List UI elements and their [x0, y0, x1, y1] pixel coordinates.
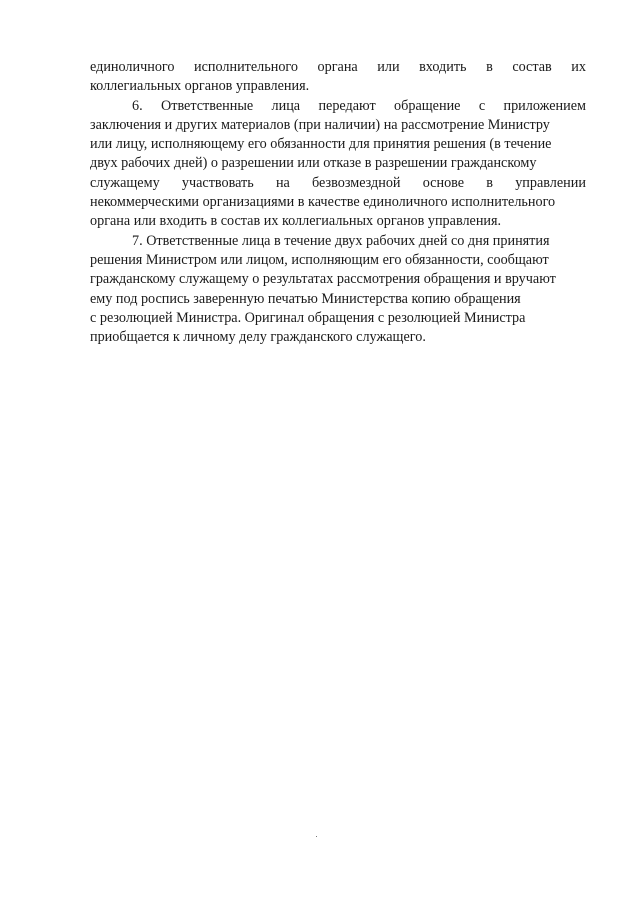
- word: на: [275, 174, 290, 191]
- word: лица: [271, 97, 301, 114]
- paragraph-7-line-2: решения Министром или лицом, исполняющим его обязанности, сообщают: [90, 251, 549, 268]
- word: входить: [419, 59, 467, 75]
- word: Ответственные: [161, 97, 254, 114]
- paragraph-6-line-6: некоммерческими организациями в качестве единоличного исполнительного: [90, 194, 556, 211]
- word: с: [478, 97, 486, 114]
- paragraph-6-line-2: заключения и других материалов (при наличии) на рассмотрение Министру: [90, 116, 550, 133]
- word: приложением: [503, 97, 586, 114]
- word: в: [486, 174, 493, 191]
- paragraph-7-line-1: 7. Ответственные лица в течение двух рабочих дней со дня принятия: [132, 232, 550, 249]
- paragraph-7-line-6: приобщается к личному делу гражданского служащего.: [90, 329, 426, 346]
- word: управлении: [515, 174, 586, 191]
- continuation-line-1: [90, 58, 586, 77]
- paragraph-6-line-1: [90, 97, 586, 116]
- word: служащему: [90, 174, 160, 191]
- continuation-line-2: коллегиальных органов управления.: [90, 78, 310, 95]
- paragraph-7-line-4: ему под роспись заверенную печатью Министерства копию обращения: [90, 290, 521, 307]
- document-body: [90, 58, 586, 347]
- word: 6.: [132, 97, 143, 114]
- word: основе: [422, 174, 465, 191]
- word: органа: [317, 59, 358, 75]
- paragraph-6-line-7: органа или входить в состав их коллегиальных органов управления.: [90, 213, 502, 230]
- word: обращение: [394, 97, 461, 114]
- word: безвозмездной: [312, 174, 401, 191]
- word: состав: [512, 59, 552, 75]
- paragraph-7-line-5: с резолюцией Министра. Оригинал обращения с резолюцией Министра: [90, 309, 526, 326]
- word: исполнительного: [194, 59, 298, 75]
- paragraph-6-line-5: [90, 174, 586, 193]
- paragraph-7-line-3: гражданскому служащему о результатах рассмотрения обращения и вручают: [90, 271, 556, 288]
- word: участвовать: [181, 174, 254, 191]
- word: в: [486, 59, 493, 75]
- paragraph-6-line-3: или лицу, исполняющему его обязанности для принятия решения (в течение: [90, 136, 552, 153]
- word: единоличного: [90, 59, 175, 75]
- word: или: [377, 59, 400, 75]
- scan-speck: [316, 836, 317, 837]
- paragraph-6-line-4: двух рабочих дней) о разрешении или отказе в разрешении гражданскому: [90, 155, 537, 172]
- word: передают: [318, 97, 376, 114]
- word: их: [571, 59, 586, 75]
